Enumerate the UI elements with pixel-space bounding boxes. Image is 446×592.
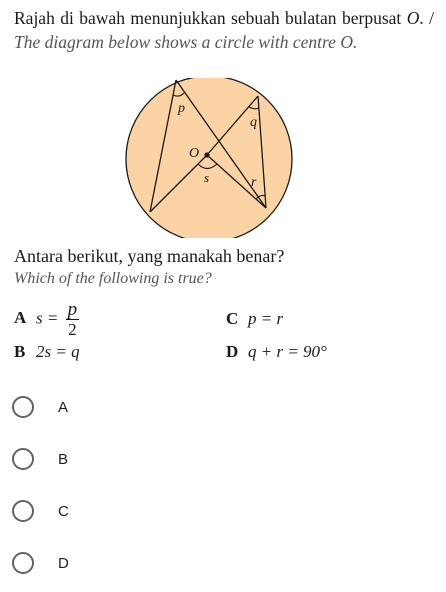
circle-diagram	[118, 78, 300, 238]
center-symbol: O	[406, 8, 420, 28]
prompt-block	[14, 244, 434, 290]
choice-b-label: B	[58, 450, 69, 468]
option-d	[226, 342, 327, 362]
label-r: r	[251, 175, 257, 190]
option-a-lhs: s =	[36, 308, 63, 328]
option-b-expr: 2s = q	[36, 342, 80, 361]
question-malay: Rajah di bawah menunjukkan sebuah bulatan berpusat	[14, 8, 407, 28]
prompt-malay: Antara berikut, yang manakah benar?	[14, 246, 285, 266]
choice-c[interactable]	[12, 497, 69, 525]
question-english: The diagram below shows a circle with centre O.	[14, 32, 358, 52]
option-b-letter: B	[14, 342, 26, 361]
question-text	[14, 6, 434, 54]
choice-a[interactable]	[12, 393, 68, 421]
option-c-expr: p = r	[248, 309, 284, 328]
label-s: s	[204, 170, 210, 185]
label-o: O	[189, 146, 200, 161]
option-d-expr: q + r = 90°	[248, 342, 327, 361]
option-c-letter: C	[226, 309, 239, 328]
choice-b[interactable]	[12, 445, 68, 473]
circle	[126, 78, 292, 238]
choice-a-label: A	[58, 398, 69, 416]
choice-d[interactable]	[12, 549, 69, 577]
option-d-letter: D	[226, 342, 239, 361]
choice-c-label: C	[58, 502, 69, 520]
prompt-english: Which of the following is true?	[14, 270, 212, 287]
radio-c[interactable]	[12, 500, 34, 522]
option-b	[14, 342, 80, 362]
slash: . /	[419, 8, 434, 28]
option-a-letter: A	[14, 308, 27, 328]
center-dot	[204, 152, 209, 157]
choice-d-label: D	[58, 554, 69, 572]
option-a-denominator: 2	[68, 320, 77, 339]
label-p: p	[178, 101, 185, 116]
option-a-numerator: p	[67, 299, 78, 320]
label-q: q	[250, 115, 257, 130]
option-a	[14, 300, 79, 339]
radio-d[interactable]	[12, 552, 34, 574]
radio-b[interactable]	[12, 448, 34, 470]
option-a-fraction	[66, 300, 80, 339]
radio-a[interactable]	[12, 396, 34, 418]
option-c	[226, 309, 283, 329]
